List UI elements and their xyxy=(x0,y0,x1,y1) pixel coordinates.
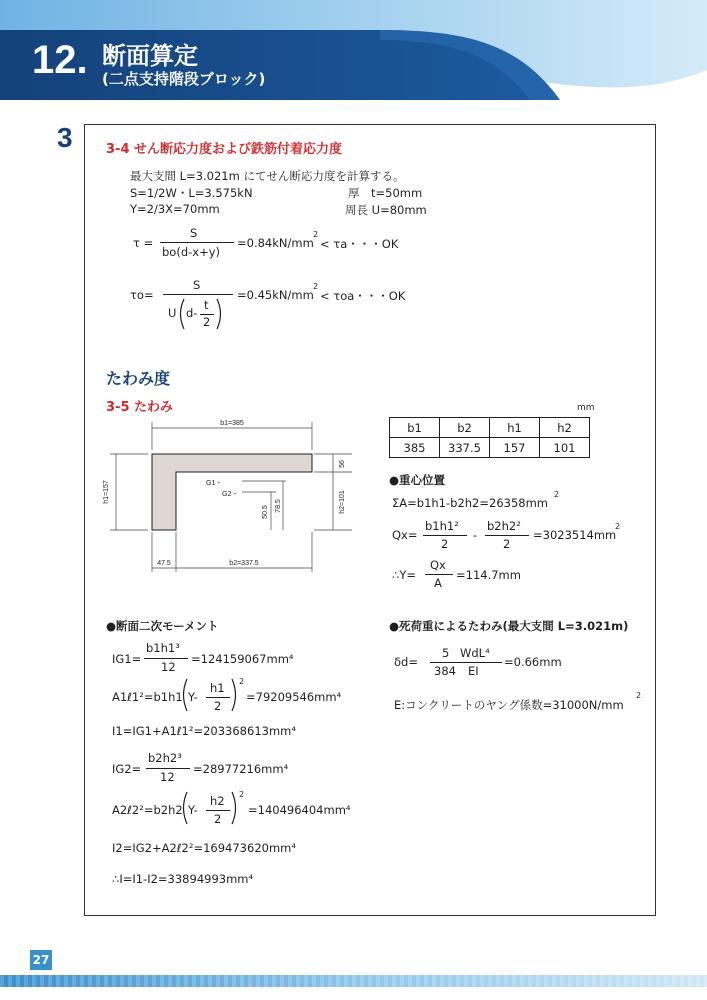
dim-50-5: 50.5 xyxy=(262,505,269,519)
paren-right xyxy=(215,298,225,330)
formula-rhs: =140496404mm⁴ xyxy=(248,803,351,817)
fraction-numerator: S xyxy=(193,278,201,292)
youngs-modulus-line: E:コンクリートのヤング係数=31000N/mm xyxy=(394,698,624,712)
fraction-denominator: EI xyxy=(468,664,479,678)
formula-rhs: =28977216mm⁴ xyxy=(193,762,289,776)
fraction-numerator: h2 xyxy=(210,794,225,808)
fraction-numerator: 5 xyxy=(442,646,450,660)
paren-left xyxy=(176,298,186,330)
section-number: 3 xyxy=(57,122,73,153)
dim-b2: b2=337.5 xyxy=(229,560,259,567)
fraction-denominator: bo(d-x+y) xyxy=(162,245,221,259)
formula-rhs: =0.84kN/mm xyxy=(237,236,314,250)
chapter-subtitle: (二点支持階段ブロック) xyxy=(102,70,266,88)
formula-lhs: A2ℓ2²=b2h2 xyxy=(112,803,183,817)
formula-rhs: =79209546mm⁴ xyxy=(246,690,342,704)
footer-band xyxy=(0,975,707,987)
exponent: 2 xyxy=(239,790,245,799)
fraction-bar xyxy=(163,294,233,295)
i2-equation: I2=IG2+A2ℓ2²=169473620mm⁴ xyxy=(112,841,296,855)
minus-sign: - xyxy=(473,528,478,542)
i-result: ∴I=I1-I2=33894993mm⁴ xyxy=(112,872,254,886)
fraction-bar xyxy=(160,242,234,243)
fraction-numerator: b1h1² xyxy=(425,519,459,533)
formula-lhs: τo= xyxy=(130,288,154,302)
table-header: b2 xyxy=(440,418,490,438)
fraction-bar xyxy=(144,658,188,659)
fraction-denominator: 2 xyxy=(214,812,222,826)
fraction-denominator: A xyxy=(434,576,442,590)
dim-h2: h2=101 xyxy=(339,490,346,514)
formula-rhs: =0.66mm xyxy=(504,655,562,669)
deflection-heading: ●死荷重によるたわみ(最大支間 L=3.021m) xyxy=(389,619,629,633)
dimension-table xyxy=(389,417,590,458)
fraction-numerator: t xyxy=(204,298,209,312)
table-cell: 101 xyxy=(540,438,590,458)
fraction-bar xyxy=(485,535,529,536)
text-line: Y=2/3X=70mm xyxy=(130,202,220,216)
formula-lhs: IG2= xyxy=(112,762,142,776)
exponent: 2 xyxy=(313,282,319,291)
chapter-title: 断面算定 xyxy=(102,42,198,70)
exponent: 2 xyxy=(636,691,642,700)
table-cell: 157 xyxy=(490,438,540,458)
fraction-denominator: d- xyxy=(186,306,198,320)
exponent: 2 xyxy=(239,677,245,686)
formula-lhs: IG1= xyxy=(112,652,142,666)
fraction-denominator: U xyxy=(168,306,177,320)
fraction-numerator: Qx xyxy=(430,558,446,572)
text-line: 厚 t=50mm xyxy=(348,186,423,200)
formula-lhs: ∴Y= xyxy=(392,568,416,582)
table-cell: 337.5 xyxy=(440,438,490,458)
fraction-bar xyxy=(206,810,230,811)
chapter-number: 12. xyxy=(32,38,88,82)
formula-term: Y- xyxy=(188,803,198,817)
formula-rhs: =124159067mm⁴ xyxy=(191,652,294,666)
unit-label: mm xyxy=(577,403,595,413)
chapter-header xyxy=(0,0,707,100)
formula-term: Y- xyxy=(188,690,198,704)
fraction-numerator: b2h2² xyxy=(487,519,521,533)
fraction-denominator: 384 xyxy=(434,664,456,678)
formula-rhs: =114.7mm xyxy=(456,568,521,582)
dim-47-5: 47.5 xyxy=(157,560,171,567)
section-3-4-heading: 3-4 せん断応力度および鉄筋付着応力度 xyxy=(106,142,343,157)
fraction-numerator: b2h2³ xyxy=(148,751,182,765)
centroid-g1-label: G1・ xyxy=(206,480,223,487)
fraction-numerator: b1h1³ xyxy=(146,641,180,655)
exponent: 2 xyxy=(554,490,560,499)
table-header: b1 xyxy=(390,418,440,438)
fraction-numerator: WdL⁴ xyxy=(460,646,490,660)
area-equation: ΣA=b1h1-b2h2=26358mm xyxy=(392,496,548,510)
exponent: 2 xyxy=(313,230,319,239)
cross-section-diagram xyxy=(96,412,356,582)
formula-lhs: Qx= xyxy=(392,528,418,542)
fraction-denominator: 2 xyxy=(503,537,511,551)
dim-56: 56 xyxy=(339,460,346,468)
text-line: 周長 U=80mm xyxy=(345,203,427,217)
formula-lhs: τ = xyxy=(133,236,154,250)
text-line: S=1/2W・L=3.575kN xyxy=(130,186,253,200)
fraction-bar xyxy=(425,574,453,575)
fraction-numerator: S xyxy=(190,226,198,240)
tawami-heading: たわみ度 xyxy=(106,369,171,388)
fraction-bar xyxy=(423,535,467,536)
table-header: h1 xyxy=(490,418,540,438)
dim-78-5: 78.5 xyxy=(275,499,282,513)
fraction-denominator: 12 xyxy=(161,660,176,674)
centroid-g2-label: G2・ xyxy=(222,491,239,498)
dim-b1: b1=385 xyxy=(220,420,244,427)
formula-tail: < τoa・・・OK xyxy=(320,289,406,303)
exponent: 2 xyxy=(615,522,621,531)
fraction-denominator: 2 xyxy=(214,699,222,713)
formula-rhs: =3023514mm xyxy=(533,528,617,542)
formula-rhs: =0.45kN/mm xyxy=(237,288,314,302)
moment-heading: ●断面二次モーメント xyxy=(106,619,219,633)
table-cell: 385 xyxy=(390,438,440,458)
page-number: 27 xyxy=(30,950,52,970)
centroid-heading: ●重心位置 xyxy=(389,473,446,487)
fraction-denominator: 2 xyxy=(203,315,211,329)
fraction-bar xyxy=(430,662,502,663)
formula-tail: < τa・・・OK xyxy=(320,237,399,251)
text-line: 最大支間 L=3.021m にてせん断応力度を計算する。 xyxy=(130,169,405,183)
fraction-bar xyxy=(206,697,230,698)
section-3-5-heading: 3-5 たわみ xyxy=(106,400,174,415)
i1-equation: I1=IG1+A1ℓ1²=203368613mm⁴ xyxy=(112,724,296,738)
dim-h1: h1=157 xyxy=(103,480,110,504)
formula-lhs: δd= xyxy=(394,655,418,669)
fraction-numerator: h1 xyxy=(210,681,225,695)
fraction-denominator: 2 xyxy=(441,537,449,551)
fraction-denominator: 12 xyxy=(160,770,175,784)
table-header: h2 xyxy=(540,418,590,438)
formula-lhs: A1ℓ1²=b1h1 xyxy=(112,690,183,704)
fraction-bar xyxy=(146,768,190,769)
